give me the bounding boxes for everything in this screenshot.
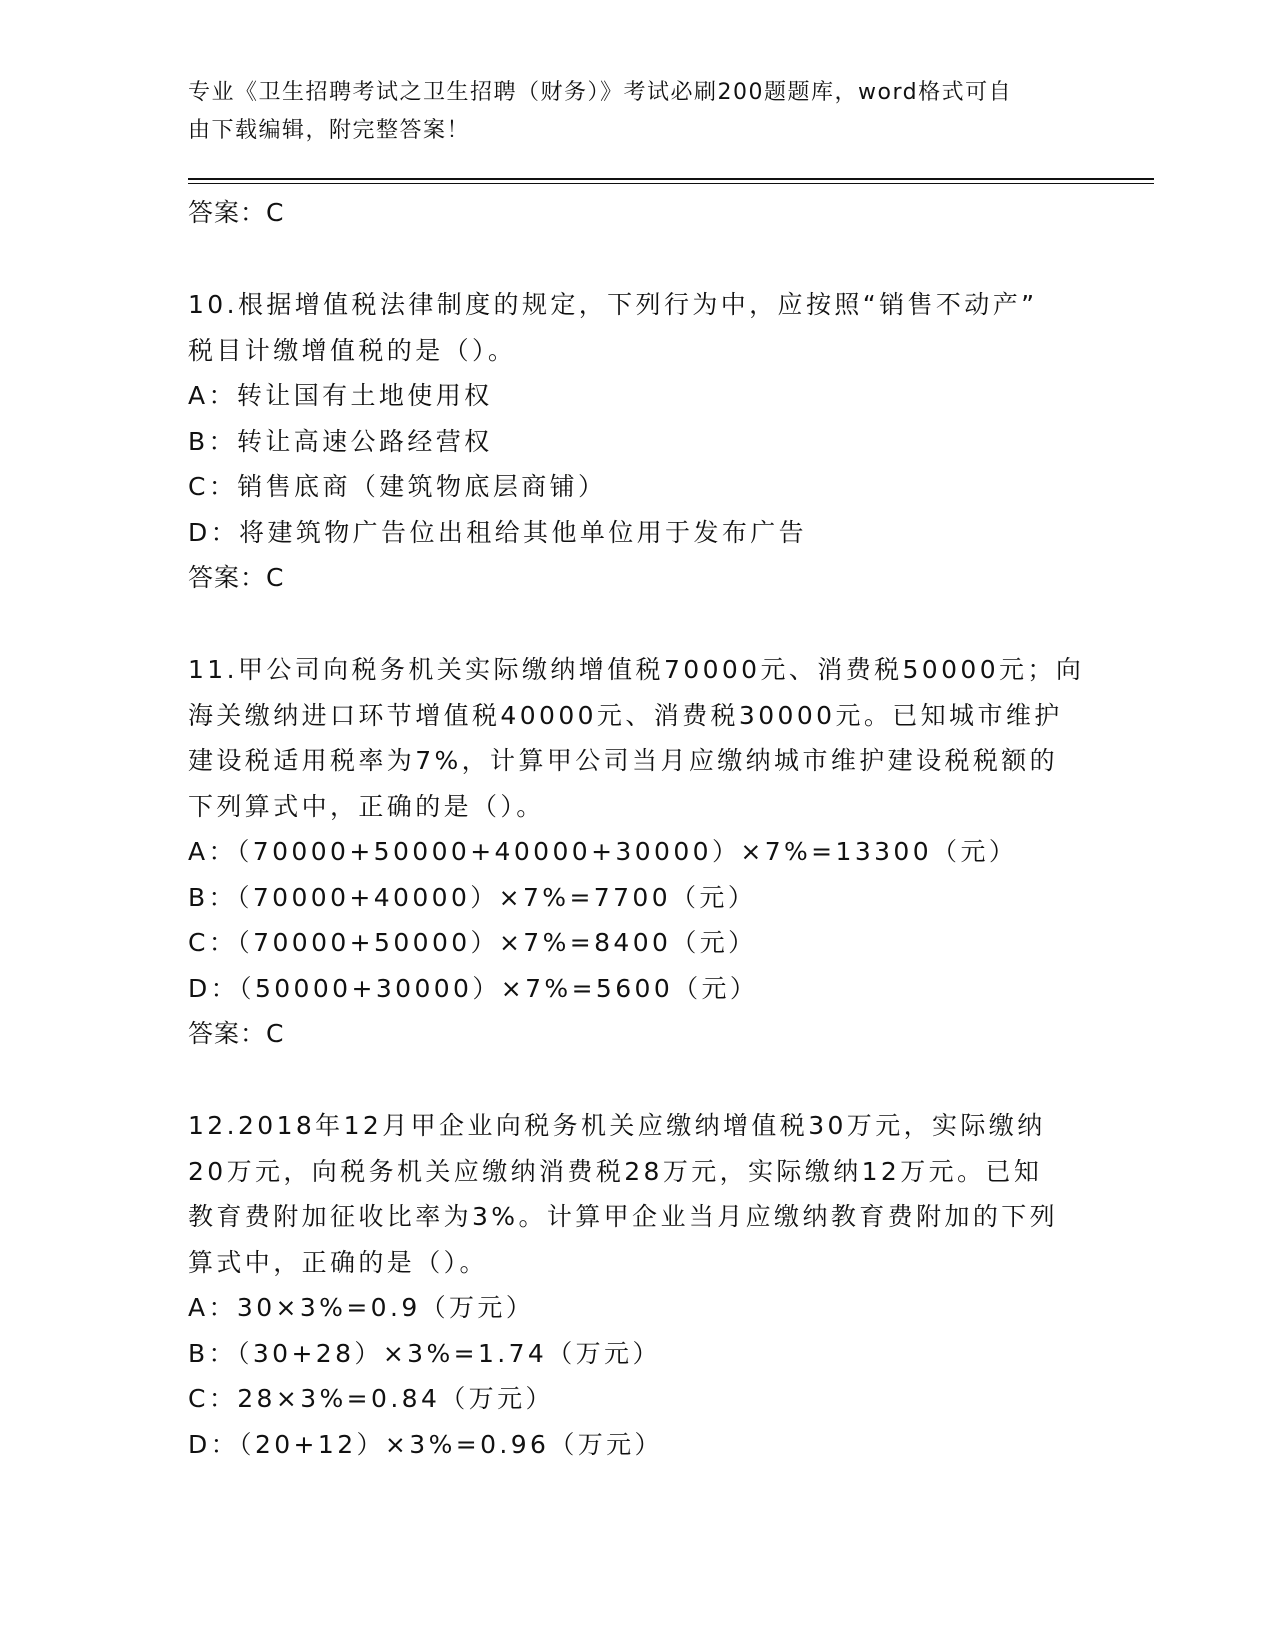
header-line-1: 专业《卫生招聘考试之卫生招聘（财务）》考试必刷200题题库，word格式可自 (188, 80, 1013, 105)
spacer (188, 1057, 1088, 1103)
option-d: D：（50000+30000）×7%=5600（元） (188, 973, 759, 1003)
header-line-2: 由下载编辑，附完整答案！ (188, 118, 471, 143)
option-a: A：30×3%=0.9（万元） (188, 1293, 535, 1322)
option-a: A：转让国有土地使用权 (188, 381, 493, 410)
option-c: C：销售底商（建筑物底层商铺） (188, 472, 607, 501)
option-b: B：转让高速公路经营权 (188, 426, 493, 456)
answer: 答案：C (188, 563, 285, 592)
question-text-line: 12.2018年12月甲企业向税务机关应缴纳增值税30万元，实际缴纳 (188, 1111, 1046, 1140)
question-11 (188, 647, 1088, 1057)
question-text-line: 11.甲公司向税务机关实际缴纳增值税70000元、消费税50000元；向 (188, 655, 1085, 684)
option-d: D：（20+12）×3%=0.96（万元） (188, 1429, 663, 1459)
option-c: C：28×3%=0.84（万元） (188, 1384, 554, 1413)
spacer (188, 236, 1088, 282)
question-10 (188, 282, 1088, 601)
option-b: B：（70000+40000）×7%=7700（元） (188, 882, 757, 912)
previous-answer: 答案：C (188, 198, 285, 227)
question-text-line: 教育费附加征收比率为3%。计算甲企业当月应缴纳教育费附加的下列 (188, 1202, 1059, 1231)
question-text-line: 20万元，向税务机关应缴纳消费税28万元，实际缴纳12万元。已知 (188, 1156, 1043, 1186)
question-text-line: 海关缴纳进口环节增值税40000元、消费税30000元。已知城市维护 (188, 700, 1063, 730)
header-divider-thick (188, 178, 1154, 180)
option-d: D：将建筑物广告位出租给其他单位用于发布广告 (188, 517, 808, 547)
document-header (188, 74, 1068, 150)
document-body (188, 190, 1088, 1467)
question-text-line: 建设税适用税率为7%，计算甲公司当月应缴纳城市维护建设税税额的 (188, 746, 1059, 775)
answer: 答案：C (188, 1019, 285, 1048)
question-text-line: 下列算式中，正确的是（）。 (188, 791, 545, 821)
header-divider-thin (188, 183, 1154, 184)
spacer (188, 601, 1088, 647)
option-b: B：（30+28）×3%=1.74（万元） (188, 1338, 661, 1368)
question-text-line: 10.根据增值税法律制度的规定，下列行为中，应按照“销售不动产” (188, 290, 1038, 319)
question-text-line: 税目计缴增值税的是（）。 (188, 335, 517, 365)
question-12 (188, 1103, 1088, 1467)
option-c: C：（70000+50000）×7%=8400（元） (188, 928, 757, 957)
option-a: A：（70000+50000+40000+30000）×7%=13300（元） (188, 837, 1018, 866)
question-text-line: 算式中，正确的是（）。 (188, 1247, 488, 1277)
